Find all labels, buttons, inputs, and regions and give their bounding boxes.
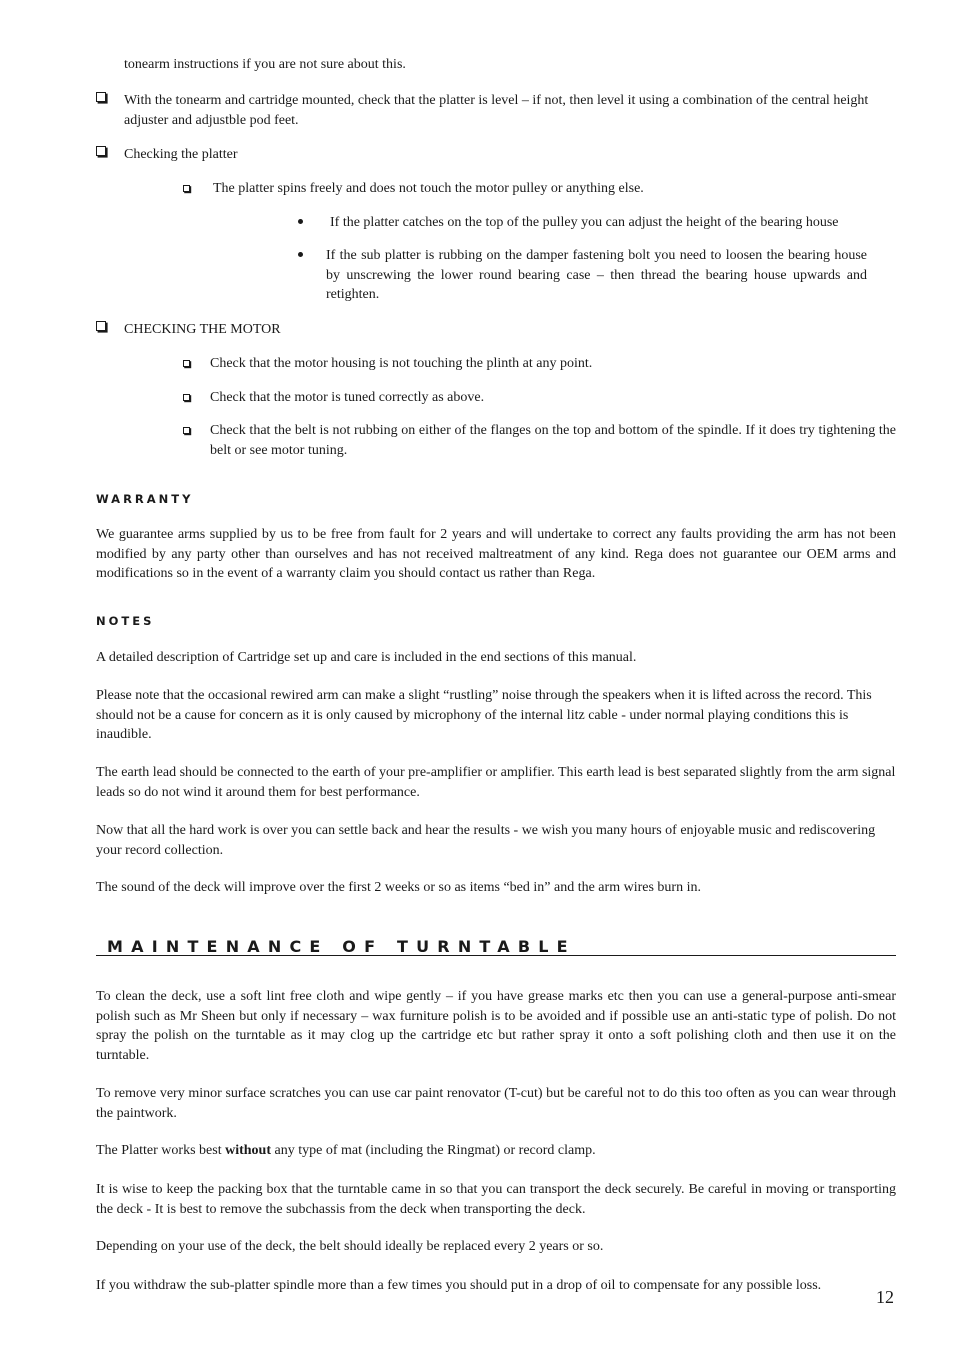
maintenance-belt: Depending on your use of the deck, the belt should ideally be replaced every 2 years or so. [96,1239,604,1254]
mat-text-before: The Platter works best [96,1143,226,1158]
checklist-item-level: With the tonearm and cartridge mounted, check that the platter is level – if not, then level it using a combination of the central height adjuster and adjustble pod feet. [124,93,869,128]
checkbox-icon [183,360,190,367]
notes-paragraph: Please note that the occasional rewired arm can make a slight “rustling” noise through the speakers when it is lifted across the record. This should not be a cause for concern as it is only caused by microphony of the internal litz cable - under normal playing conditions this is inaudible. [96,688,872,742]
warranty-text: We guarantee arms supplied by us to be free from fault for 2 years and will undertake to correct any faults providing the arm has not been modified by any party other than ourselves and has not received maltreatment of any kind. Rega does not guarantee our OEM arms and modifications so in the event of a warranty claim you should contact us rather than Rega. [96,527,896,581]
notes-paragraph: The earth lead should be connected to the earth of your pre-amplifier or amplifier. This earth lead is best separated slightly from the arm signal leads so do not wind it around them for best performance. [96,765,896,800]
checklist-item-platter-spins: The platter spins freely and does not touch the motor pulley or anything else. [213,181,644,196]
mat-text-bold: without [225,1143,271,1158]
checklist-item-motor-housing: Check that the motor housing is not touching the plinth at any point. [210,356,593,371]
mat-text-after: any type of mat (including the Ringmat) or record clamp. [271,1143,596,1158]
bullet-icon [298,219,303,224]
notes-paragraph: Now that all the hard work is over you can settle back and hear the results - we wish you many hours of enjoyable music and rediscovering your record collection. [96,823,876,858]
maintenance-packing: It is wise to keep the packing box that the turntable came in so that you can transport the deck securely. Be careful in moving or transporting the deck - It is best to remove the subchassis from the deck when transporting the deck. [96,1182,896,1217]
checkbox-icon [96,92,106,102]
notes-paragraph: The sound of the deck will improve over the first 2 weeks or so as items “bed in” and the arm wires burn in. [96,880,701,895]
checklist-heading-motor: CHECKING THE MOTOR [124,322,281,337]
maintenance-mat [96,1141,896,1161]
checkbox-icon [183,394,190,401]
page-number: 12 [876,1287,894,1307]
maintenance-scratches: To remove very minor surface scratches you can use car paint renovator (T-cut) but be careful not to do this too often as you can wear through the paintwork. [96,1086,896,1121]
checklist-item-motor-belt: Check that the belt is not rubbing on either of the flanges on the top and bottom of the spindle. If it does try tightening the belt or see motor tuning. [210,423,896,458]
maintenance-heading: MAINTENANCE OF TURNTABLE [107,937,576,956]
maintenance-cleaning: To clean the deck, use a soft lint free cloth and wipe gently – if you have grease marks etc then you can use a general-purpose anti-smear polish such as Mr Sheen but only if necessary – wax furniture polish is to be avoided and if possible use an anti-static type of polish. Do not spray the polish on the turntable as it may clog up the cartridge etc but rather spray it onto a soft polishing cloth and then use it on the turntable. [96,989,896,1063]
bullet-item-subplatter: If the sub platter is rubbing on the damper fastening bolt you need to loosen the bearing house by unscrewing the lower round bearing case – then thread the bearing house upwards and retighten. [326,248,867,302]
notes-paragraph: A detailed description of Cartridge set up and care is included in the end sections of this manual. [96,650,637,665]
maintenance-oil: If you withdraw the sub-platter spindle more than a few times you should put in a drop of oil to compensate for any possible loss. [96,1278,822,1293]
bullet-icon [298,252,303,257]
checklist-continuation: tonearm instructions if you are not sure about this. [124,57,406,72]
checkbox-icon [183,185,190,192]
bullet-item-pulley: If the platter catches on the top of the pulley you can adjust the height of the bearing house [330,215,839,230]
checkbox-icon [96,146,106,156]
checklist-item-motor-tuned: Check that the motor is tuned correctly as above. [210,390,485,405]
checkbox-icon [96,321,106,331]
checkbox-icon [183,427,190,434]
heading-rule [96,955,896,956]
notes-heading: NOTES [96,614,155,628]
checklist-heading-platter: Checking the platter [124,147,238,162]
warranty-heading: WARRANTY [96,492,194,506]
